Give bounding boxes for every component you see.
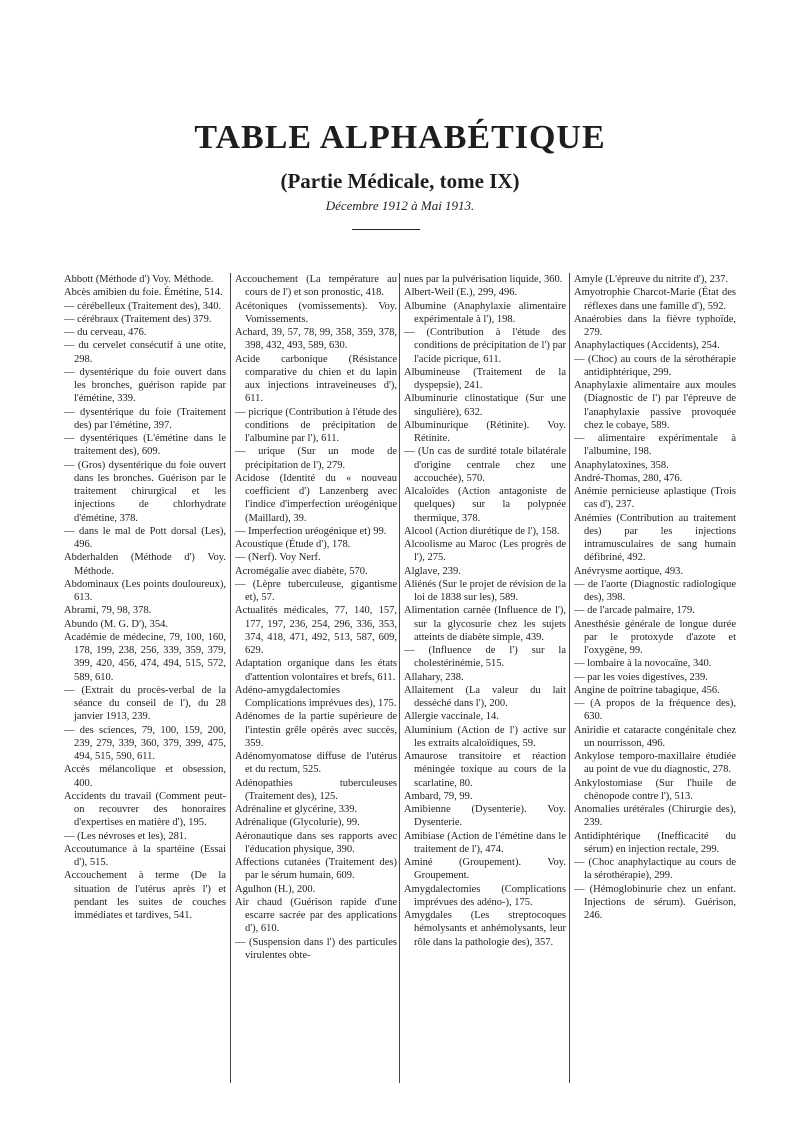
index-entry: Allergie vaccinale, 14. <box>404 711 499 723</box>
index-entry: — (Suspension dans l') des particules virulentes obte- <box>235 936 397 961</box>
index-entry: Abrami, 79, 98, 378. <box>64 605 152 617</box>
index-entry: — (Lèpre tuberculeuse, gigantisme et), 57. <box>235 578 397 603</box>
index-entry: Adéno-amygdalectomies Complications imprévues des), 175. <box>235 684 397 709</box>
index-entry: Anaphylactiques (Accidents), 254. <box>574 340 720 352</box>
index-entry: Acoustique (Étude d'), 178. <box>235 539 351 550</box>
index-entry: Allaitement (La valeur du lait desséché dans l'), 200. <box>404 684 566 709</box>
index-entry: Acétoniques (vomissements). Voy. Vomissements. <box>235 300 397 325</box>
index-entry: Amyotrophie Charcot-Marie (État des réflexes dans une famille d'), 592. <box>574 287 736 312</box>
index-entry: — cérébelleux (Traitement des), 340. <box>64 300 222 312</box>
index-entry: Amibiase (Action de l'émétine dans le traitement de l'), 474. <box>404 830 566 855</box>
index-entry: — (Hémoglobinurie chez un enfant. Injections de sérum). Guérison, 246. <box>574 883 736 921</box>
index-entry: — (Extrait du procès-verbal de la séance du conseil de l'), du 28 janvier 1913, 239. <box>64 684 226 723</box>
index-entry: Achard, 39, 57, 78, 99, 358, 359, 378, 398, 432, 493, 589, 630. <box>235 327 397 352</box>
index-entry: — du cerveau, 476. <box>64 327 147 338</box>
index-entry: Accouchement (La température au cours de l') et son pronostic, 418. <box>235 274 397 299</box>
index-entry: Antidiphtérique (Inefficacité du sérum) en injection rectale, 299. <box>574 830 736 855</box>
index-entry: — (Influence de l') sur la cholestérinémie, 515. <box>404 645 566 670</box>
index-entry: Anesthésie générale de longue durée par le protoxyde d'azote et l'oxygène, 99. <box>574 618 736 656</box>
index-columns <box>64 273 764 1091</box>
index-entry: Albuminurie clinostatique (Sur une singulière), 632. <box>404 393 566 418</box>
index-entry: — (Choc anaphylactique au cours de la sérothérapie), 299. <box>574 857 736 882</box>
page-title: TABLE ALPHABÉTIQUE <box>194 119 606 156</box>
index-entry: Aéronautique dans ses rapports avec l'éducation physique, 390. <box>235 830 397 855</box>
column-divider <box>230 273 231 1083</box>
index-entry: André-Thomas, 280, 476. <box>574 472 683 484</box>
index-entry: Académie de médecine, 79, 100, 160, 178, 199, 238, 256, 339, 359, 379, 399, 420, 456, 474, 494, 515, 572, 589, 610. <box>64 631 226 683</box>
index-entry: Acromégalie avec diabète, 570. <box>235 565 368 577</box>
index-entry: — (Un cas de surdité totale bilatérale d'origine centrale chez une accouchée), 570. <box>404 446 566 484</box>
index-entry: Ankylostomiase (Sur l'huile de chénopode contre l'), 513. <box>574 777 736 802</box>
date-range: Décembre 1912 à Mai 1913. <box>325 198 475 213</box>
index-entry: Amaurose transitoire et réaction méningée toxique au cours de la scarlatine, 80. <box>404 751 566 789</box>
index-entry: Acidose (Identité du « nouveau coefficient d') Lanzenberg avec l'indice d'imperfection uréogénique (Maillard), 39. <box>235 472 397 524</box>
index-entry: Adénomes de la partie supérieure de l'intestin grêle opérés avec succès, 359. <box>235 711 397 749</box>
index-entry: Albumine (Anaphylaxie alimentaire expérimentale à l'), 198. <box>404 300 566 325</box>
index-entry: Amygdales (Les streptocoques hémolysants et anhémolysants, leur rôle dans la pathologie des), 357. <box>404 910 566 948</box>
index-entry: Anaphylaxie alimentaire aux moules (Diagnostic de l') par l'épreuve de l'anaphylaxie passive provoquée chez le cobaye, 589. <box>574 380 736 431</box>
index-entry: Adrénalique (Glycolurie), 99. <box>235 817 360 829</box>
index-entry: Anémies (Contribution au traitement des) par les injections intramusculaires de sang humain défibriné, 492. <box>574 512 736 564</box>
page-header <box>0 118 800 214</box>
index-entry: Accouchement à terme (De la situation de l'utérus après l') et pendant les suites de couches immédiates et tardives, 541. <box>64 870 226 921</box>
column-divider <box>399 273 400 1083</box>
index-entry: Alglave, 239. <box>404 565 461 577</box>
index-entry: Adénopathies tuberculeuses (Traitement des), 125. <box>235 777 397 802</box>
index-entry: Anévrysme aortique, 493. <box>574 565 684 577</box>
index-entry: Agulhon (H.), 200. <box>235 883 316 895</box>
index-entry: Accès mélancolique et obsession, 400. <box>64 764 226 789</box>
index-entry: — (Contribution à l'étude des conditions de précipitation de l') par l'acide picrique, 611. <box>404 327 566 365</box>
index-entry: Alcaloïdes (Action antagoniste de quelques) sur la polypnée thermique, 378. <box>404 486 566 524</box>
index-entry: — par les voies digestives, 239. <box>574 671 708 683</box>
index-entry: Abdominaux (Les points douloureux), 613. <box>64 578 226 603</box>
index-entry: Actualités médicales, 77, 140, 157, 177, 197, 236, 254, 296, 336, 353, 374, 418, 471, 492, 513, 587, 609, 629. <box>235 605 397 656</box>
index-entry: Angine de poitrine tabagique, 456. <box>574 684 720 696</box>
index-entry: Alcoolisme au Maroc (Les progrès de l'), 275. <box>404 539 566 564</box>
index-entry: Amyle (L'épreuve du nitrite d'), 237. <box>574 274 728 285</box>
index-entry: Amibienne (Dysenterie). Voy. Dysenterie. <box>404 804 566 829</box>
index-entry: Adénomyomatose diffuse de l'utérus et du rectum, 525. <box>235 751 397 776</box>
index-entry: Alcool (Action diurétique de l'), 158. <box>404 525 560 537</box>
index-entry: Accidents du travail (Comment peut-on recouvrer des honoraires d'expertises en matière d'), 195. <box>64 790 226 829</box>
index-entry: Anaphylatoxines, 358. <box>574 459 669 471</box>
index-entry: Alimentation carnée (Influence de l'), sur la glycosurie chez les sujets atteints de diabète simple, 439. <box>404 605 566 643</box>
index-entry: Albert-Weil (E.), 299, 496. <box>404 287 518 299</box>
index-entry: Abundo (M. G. D'), 354. <box>64 618 168 630</box>
index-entry: — (Gros) dysentérique du foie ouvert dans les bronches. Guérison par le traitement chirurgical et les injections de chlorhydrate d'émétine, 378. <box>64 459 226 524</box>
index-entry: Aluminium (Action de l') active sur les extraits alcaloïdiques, 59. <box>404 724 566 749</box>
page-subtitle: (Partie Médicale, tome IX) <box>280 169 520 193</box>
index-entry: — alimentaire expérimentale à l'albumine, 198. <box>574 433 736 458</box>
index-entry: Abcès amibien du foie. Émétine, 514. <box>64 287 223 299</box>
index-entry: Aniridie et cataracte congénitale chez un nourrisson, 496. <box>574 724 736 749</box>
index-entry: — (A propos de la fréquence des), 630. <box>574 698 736 723</box>
index-entry: — (Nerf). Voy Nerf. <box>235 552 321 564</box>
index-entry: — dysentérique du foie ouvert dans les bronches, guérison rapide par l'émétine, 339. <box>64 366 226 405</box>
index-entry: — lombaire à la novocaïne, 340. <box>574 658 712 670</box>
index-entry: — dans le mal de Pott dorsal (Les), 496. <box>64 525 226 550</box>
index-entry: Acide carbonique (Résistance comparative du chien et du lapin aux injections intraveineuses d'), 611. <box>235 353 397 405</box>
index-entry: Ankylose temporo-maxillaire étudiée au point de vue du diagnostic, 278. <box>574 751 736 776</box>
index-entry: — (Les névroses et les), 281. <box>64 830 187 842</box>
index-entry: — Imperfection uréogénique et) 99. <box>235 525 387 537</box>
index-entry: — du cervelet consécutif à une otite, 298. <box>64 340 226 365</box>
index-entry: — picrique (Contribution à l'étude des conditions de précipitation de l'albumine par l'), 611. <box>235 406 397 444</box>
index-column-3 <box>404 273 566 1091</box>
index-entry: — de l'arcade palmaire, 179. <box>574 605 695 617</box>
column-divider <box>569 273 570 1083</box>
index-entry: Allahary, 238. <box>404 671 464 683</box>
index-column-2 <box>235 273 397 1091</box>
index-entry: — dysentérique du foie (Traitement des) par l'émétine, 397. <box>64 406 226 431</box>
index-entry: Anomalies urétérales (Chirurgie des), 239. <box>574 804 736 829</box>
index-entry: Anémie pernicieuse aplastique (Trois cas d'), 237. <box>574 486 736 511</box>
index-entry: Ambard, 79, 99. <box>404 790 473 802</box>
index-entry: Albuminurique (Rétinite). Voy. Rétinite. <box>404 419 566 444</box>
index-entry: — de l'aorte (Diagnostic radiologique des), 398. <box>574 578 736 603</box>
index-entry: Aminé (Groupement). Voy. Groupement. <box>404 857 566 882</box>
index-entry: Affections cutanées (Traitement des) par le sérum humain, 609. <box>235 857 397 882</box>
index-entry: — urique (Sur un mode de précipitation de l'), 279. <box>235 446 397 471</box>
index-entry: Adrénaline et glycérine, 339. <box>235 804 358 815</box>
index-entry: — dysentériques (L'émétine dans le traitement des), 609. <box>64 433 226 458</box>
index-entry: nues par la pulvérisation liquide, 360. <box>404 274 563 285</box>
index-column-4 <box>574 273 736 1091</box>
index-entry: Abderhalden (Méthode d') Voy. Méthode. <box>64 552 226 577</box>
index-entry: Anaérobies dans la fièvre typhoïde, 279. <box>574 313 736 338</box>
index-entry: Adaptation organique dans les états d'attention volontaires et brefs, 611. <box>235 658 397 683</box>
index-entry: Amygdalectomies (Complications imprévues des adéno-), 175. <box>404 883 566 908</box>
index-entry: Aliénés (Sur le projet de révision de la loi de 1838 sur les), 589. <box>404 578 566 603</box>
index-entry: Abbott (Méthode d') Voy. Méthode. <box>64 274 214 285</box>
index-entry: — cérébraux (Traitement des) 379. <box>64 313 212 325</box>
index-column-1 <box>64 273 226 1091</box>
index-entry: Air chaud (Guérison rapide d'une escarre sacrée par des applications d'), 610. <box>235 896 397 935</box>
index-entry: — (Choc) au cours de la sérothérapie antidiphtérique, 299. <box>574 353 736 378</box>
index-entry: Albumineuse (Traitement de la dyspepsie), 241. <box>404 366 566 391</box>
index-entry: — des sciences, 79, 100, 159, 200, 239, 279, 339, 360, 379, 399, 475, 494, 515, 590, 611. <box>64 724 226 762</box>
title-rule <box>352 229 420 230</box>
index-entry: Accoutumance à la spartéine (Essai d'), 515. <box>64 843 226 868</box>
